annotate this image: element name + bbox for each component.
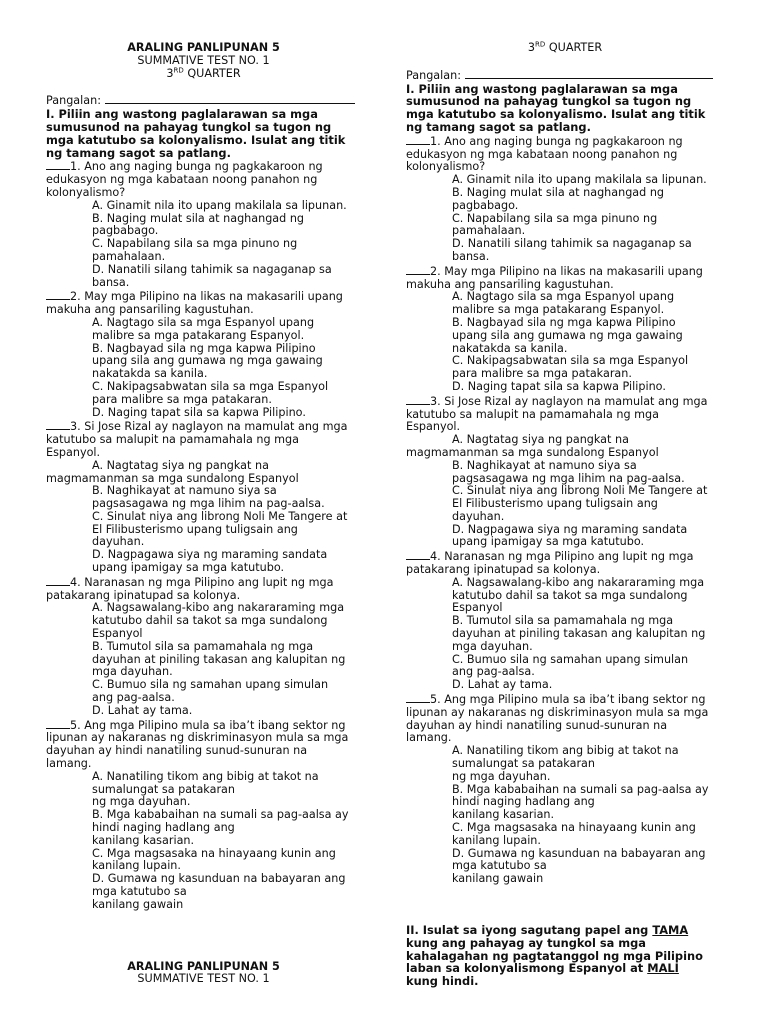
option-line: D. Nagpagawa siya ng maraming sandata (452, 522, 688, 536)
option-line: katutubo dahil sa takot sa mga sundalong (92, 614, 328, 628)
option-line: B. Naging mulat sila at naghangad ng (452, 185, 665, 199)
left-instructions: I. Piliin ang wastong paglalarawan sa mga sumusunod na pahayag tungkol sa tugon ng mga katutubo sa kolonyalismo. Isulat ang titik ng tamang sagot sa patlang. (46, 107, 346, 160)
option-line: kanilang kasarian. (92, 833, 195, 847)
option-line: sumalungat sa patakaran (92, 782, 235, 796)
option-line: D. Nanatili silang tahimik sa nagaganap sa (92, 262, 332, 276)
question-continuation: lamang. (406, 731, 452, 745)
question-text: 2. May mga Pilipino na likas na makasarili upang (70, 290, 343, 304)
question-continuation: dayuhan ay hindi nanatiling sunud-sunuran na (406, 718, 668, 732)
question-line (406, 549, 724, 564)
question-text: 4. Naranasan ng mga Pilipino ang lupit ng mga (70, 575, 334, 589)
option-line: B. Mga kababaihan na sumali sa pag-aalsa ay (92, 808, 349, 822)
option-line: nakatakda sa kanila. (452, 341, 568, 355)
option-line: Espanyol (92, 627, 143, 641)
option-line: ng mga dayuhan. (92, 795, 191, 809)
right-instructions: I. Piliin ang wastong paglalarawan sa mga sumusunod na pahayag tungkol sa tugon ng mga katutubo sa kolonyalismo. Isulat ang titik ng tamang sagot sa patlang. (406, 81, 706, 134)
option-line: pagbabago. (452, 198, 519, 212)
option-line: Espanyol (452, 601, 503, 615)
left-footer-test: SUMMATIVE TEST NO. 1 (137, 972, 270, 986)
question-continuation: lipunan ay nakaranas ng diskriminasyon mula sa mga (406, 705, 709, 719)
question-continuation: katutubo sa malupit na pamamahala ng mga (406, 407, 659, 421)
answer-blank[interactable] (46, 718, 70, 729)
option-line: A. Nagtago sila sa mga Espanyol upang (452, 290, 675, 304)
option-line: B. Nagbayad sila ng mga kapwa Pilipino (92, 341, 316, 355)
option-line: dayuhan. (92, 535, 145, 549)
question-continuation: kolonyalismo? (46, 185, 126, 199)
option-line: B. Tumutol sila sa pamamahala ng mga (452, 614, 674, 628)
question-continuation: Espanyol. (406, 420, 461, 434)
question-text: 1. Ano ang naging bunga ng pagkakaroon ng (70, 160, 323, 174)
question-continuation: makuha ang pansariling kagustuhan. (406, 277, 614, 291)
option-line: katutubo dahil sa takot sa mga sundalong (452, 588, 688, 602)
answer-blank[interactable] (46, 575, 70, 586)
option-line: C. Nakipagsabwatan sila sa mga Espanyol (92, 379, 329, 393)
question-line (46, 289, 361, 304)
option-line: C. Napabilang sila sa mga pinuno ng (92, 237, 298, 251)
question-continuation: lipunan ay nakaranas ng diskriminasyon mula sa mga (46, 731, 349, 745)
question-line (46, 718, 361, 733)
option-line: C. Bumuo sila ng samahan upang simulan (92, 678, 329, 692)
question-line (406, 134, 724, 149)
right-name-field: Pangalan: (406, 68, 724, 83)
left-questions (46, 159, 361, 911)
option-line: ang pag-aalsa. (452, 665, 535, 679)
option-line: hindi naging hadlang ang (92, 821, 235, 835)
option-line: upang sila ang gumawa ng mga gawaing (452, 328, 683, 342)
question-continuation: edukasyon ng mga kabataan noong panahon ng (46, 173, 318, 187)
option-line: D. Naging tapat sila sa kapwa Pilipino. (92, 405, 306, 419)
option-line: pamahalaan. (452, 224, 526, 238)
option-line: upang ipamigay sa mga katutubo. (92, 561, 285, 575)
option-line: kanilang lupain. (452, 833, 541, 847)
question-continuation: makuha ang pansariling kagustuhan. (46, 303, 254, 317)
option-line: kanilang lupain. (92, 859, 181, 873)
left-quarter-title: 3RD QUARTER (166, 65, 241, 80)
option-line: C. Mga magsasaka na hinayaang kunin ang (452, 821, 696, 835)
left-column (46, 0, 361, 986)
option-line: upang sila ang gumawa ng mga gawaing (92, 354, 323, 368)
question-text: 3. Si Jose Rizal ay naglayon na mamulat ang mga (70, 420, 348, 434)
option-line: El Filibusterismo upang tuligsain ang (92, 522, 298, 536)
option-line: D. Gumawa ng kasunduan na babayaran ang (92, 872, 346, 886)
question-continuation: katutubo sa malupit na pamamahala ng mga (46, 433, 299, 447)
left-name-field: Pangalan: (46, 93, 361, 108)
question-text: 3. Si Jose Rizal ay naglayon na mamulat ang mga (430, 394, 708, 408)
question-line (46, 159, 361, 174)
question-continuation: dayuhan ay hindi nanatiling sunud-sunuran na (46, 744, 308, 758)
option-line: pagsasagawa ng mga lihim na pag-aalsa. (92, 497, 325, 511)
right-questions (406, 134, 724, 886)
answer-blank[interactable] (406, 549, 430, 560)
option-line: A. Ginamit nila ito upang makilala sa lipunan. (452, 173, 707, 187)
question-continuation: lamang. (46, 757, 92, 771)
option-line: mga katutubo sa (452, 859, 547, 873)
answer-blank[interactable] (406, 692, 430, 703)
question-continuation: patakarang ipinatupad sa kolonya. (406, 563, 601, 577)
option-line: pagbabago. (92, 224, 159, 238)
option-line: B. Naghikayat at namuno siya sa (92, 484, 277, 498)
question-line (46, 575, 361, 590)
option-line: mga katutubo sa (92, 885, 187, 898)
answer-blank[interactable] (406, 264, 430, 275)
option-line: kanilang gawain (92, 897, 184, 911)
option-line: para malibre sa mga patakaran. (92, 392, 272, 406)
question-continuation: kolonyalismo? (406, 160, 486, 174)
answer-blank[interactable] (46, 289, 70, 300)
answer-blank[interactable] (406, 134, 430, 145)
option-line: hindi naging hadlang ang (452, 795, 595, 809)
option-line: malibre sa mga patakarang Espanyol. (92, 328, 305, 342)
option-line: A. Nagtatag siya ng pangkat na (452, 433, 629, 447)
option-line: D. Lahat ay tama. (92, 703, 193, 717)
option-line: B. Naghikayat at namuno siya sa (452, 458, 637, 472)
question-line (406, 264, 724, 279)
option-line: El Filibusterismo upang tuligsain ang (452, 497, 658, 511)
question-text: 5. Ang mga Pilipino mula sa iba’t ibang sektor ng (430, 693, 706, 707)
option-line: A. Nanatiling tikom ang bibig at takot na (92, 769, 319, 783)
question-continuation: magmamanman sa mga sundalong Espanyol (406, 445, 659, 459)
option-line: dayuhan. (452, 509, 505, 523)
option-line: C. Mga magsasaka na hinayaang kunin ang (92, 846, 336, 860)
option-line: C. Bumuo sila ng samahan upang simulan (452, 652, 689, 666)
option-line: D. Nagpagawa siya ng maraming sandata (92, 548, 328, 562)
option-line: upang ipamigay sa mga katutubo. (452, 535, 645, 549)
question-continuation: edukasyon ng mga kabataan noong panahon ng (406, 147, 678, 161)
option-line: ng mga dayuhan. (452, 769, 551, 783)
left-footer-subject: ARALING PANLIPUNAN 5 (127, 959, 280, 973)
option-line: C. Sinulat niya ang librong Noli Me Tangere at (452, 484, 708, 498)
option-line: bansa. (452, 249, 490, 263)
answer-blank[interactable] (46, 419, 70, 430)
option-line: malibre sa mga patakarang Espanyol. (452, 303, 665, 317)
option-line: nakatakda sa kanila. (92, 367, 208, 381)
right-name-blank[interactable] (465, 68, 713, 79)
left-subject-title: ARALING PANLIPUNAN 5 (127, 41, 280, 54)
question-text: 2. May mga Pilipino na likas na makasarili upang (430, 264, 703, 278)
question-line (406, 394, 724, 409)
option-line: pagsasagawa ng mga lihim na pag-aalsa. (452, 471, 685, 485)
left-test-title: SUMMATIVE TEST NO. 1 (137, 53, 270, 67)
right-quarter-title: 3RD QUARTER (527, 40, 603, 54)
option-line: D. Nanatili silang tahimik sa nagaganap sa (452, 237, 692, 251)
answer-blank[interactable] (406, 394, 430, 405)
option-line: pamahalaan. (92, 249, 166, 263)
option-line: bansa. (92, 275, 130, 289)
answer-blank[interactable] (46, 159, 70, 170)
question-continuation: Espanyol. (46, 445, 101, 459)
option-line: A. Nagtago sila sa mga Espanyol upang (92, 315, 315, 329)
option-line: C. Sinulat niya ang librong Noli Me Tangere at (92, 509, 348, 523)
option-line: A. Nagtatag siya ng pangkat na (92, 458, 269, 472)
question-continuation: patakarang ipinatupad sa kolonya. (46, 588, 241, 602)
option-line: dayuhan at piniling takasan ang kalupitan ng (452, 627, 706, 641)
option-line: D. Naging tapat sila sa kapwa Pilipino. (452, 379, 666, 393)
option-line: A. Nagsawalang-kibo ang nakararaming mga (452, 575, 705, 589)
question-text: 5. Ang mga Pilipino mula sa iba’t ibang sektor ng (70, 718, 346, 732)
question-text: 1. Ano ang naging bunga ng pagkakaroon ng (430, 134, 683, 148)
question-line (46, 419, 361, 434)
question-continuation: magmamanman sa mga sundalong Espanyol (46, 471, 299, 485)
option-line: kanilang kasarian. (452, 808, 555, 822)
part2-instructions: II. Isulat sa iyong sagutang papel ang TAMA kung ang pahayag ay tungkol sa mga kahalagahan ng pagtatanggol ng mga Pilipino laban sa kolonyalismong Espanyol at MALI kung hindi. (406, 923, 703, 989)
option-line: sumalungat sa patakaran (452, 757, 595, 771)
option-line: A. Nanatiling tikom ang bibig at takot na (452, 744, 679, 758)
option-line: B. Mga kababaihan na sumali sa pag-aalsa ay (452, 782, 709, 796)
option-line: A. Nagsawalang-kibo ang nakararaming mga (92, 601, 345, 615)
option-line: B. Nagbayad sila ng mga kapwa Pilipino (452, 315, 676, 329)
option-line: para malibre sa mga patakaran. (452, 367, 632, 381)
question-line (406, 692, 724, 707)
option-line: mga dayuhan. (92, 665, 173, 679)
option-line: dayuhan at piniling takasan ang kalupitan ng (92, 652, 346, 666)
option-line: ang pag-aalsa. (92, 691, 175, 705)
option-line: C. Nakipagsabwatan sila sa mga Espanyol (452, 354, 689, 368)
option-line: mga dayuhan. (452, 639, 533, 653)
question-text: 4. Naranasan ng mga Pilipino ang lupit ng mga (430, 550, 694, 564)
option-line: B. Naging mulat sila at naghangad ng (92, 211, 305, 225)
option-line: B. Tumutol sila sa pamamahala ng mga (92, 639, 314, 653)
option-line: D. Lahat ay tama. (452, 678, 553, 692)
option-line: kanilang gawain (452, 872, 544, 886)
left-name-blank[interactable] (105, 93, 355, 104)
option-line: C. Napabilang sila sa mga pinuno ng (452, 211, 658, 225)
option-line: A. Ginamit nila ito upang makilala sa lipunan. (92, 198, 347, 212)
right-column (406, 0, 724, 988)
option-line: D. Gumawa ng kasunduan na babayaran ang (452, 846, 706, 860)
